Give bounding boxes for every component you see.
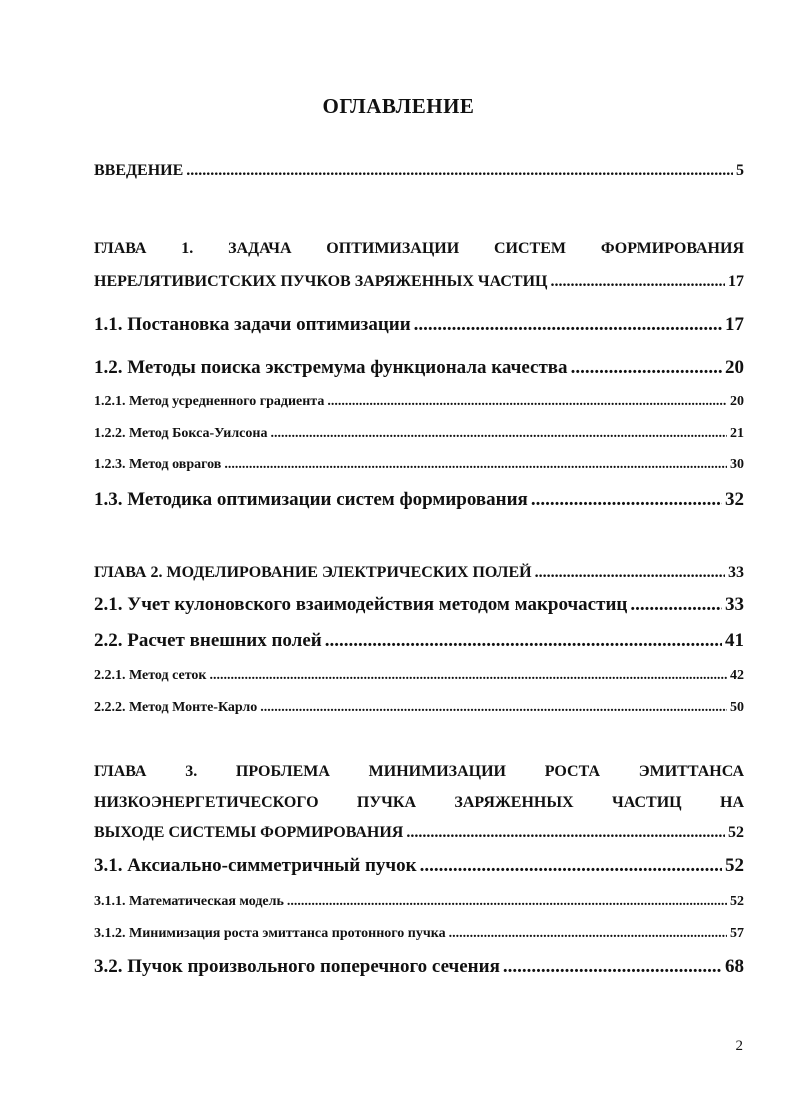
dot-leader — [327, 394, 727, 410]
toc-page: 52 — [728, 824, 744, 841]
toc-page: 32 — [725, 489, 744, 510]
chapter-1-heading-line1[interactable]: ГЛАВА 1. ЗАДАЧА ОПТИМИЗАЦИИ СИСТЕМ ФОРМИРОВАНИЯ — [94, 240, 744, 257]
toc-label: 1.3. Методика оптимизации систем формирования — [94, 489, 528, 510]
toc-label: ВВЕДЕНИЕ — [94, 162, 184, 179]
chapter-3-heading-line2[interactable]: НИЗКОЭНЕРГЕТИЧЕСКОГО ПУЧКА ЗАРЯЖЕННЫХ ЧАСТИЦ НА — [94, 794, 744, 811]
dot-leader — [209, 668, 727, 684]
toc-page: 50 — [730, 700, 744, 715]
toc-entry-1-1[interactable] — [94, 314, 744, 336]
toc-entry-1-3[interactable] — [94, 489, 744, 511]
toc-page: 42 — [730, 668, 744, 683]
toc-page: 33 — [725, 594, 744, 615]
toc-page: 52 — [725, 855, 744, 876]
toc-entry-2-2[interactable] — [94, 630, 744, 652]
toc-label: 2.2. Расчет внешних полей — [94, 630, 322, 651]
dot-leader — [287, 894, 727, 910]
dot-leader — [630, 594, 722, 616]
toc-page: 41 — [725, 630, 744, 651]
toc-page: 20 — [730, 394, 744, 409]
dot-leader — [449, 926, 727, 942]
dot-leader — [531, 489, 722, 511]
toc-label: ВЫХОДЕ СИСТЕМЫ ФОРМИРОВАНИЯ — [94, 824, 404, 841]
toc-label: 1.2.1. Метод усредненного градиента — [94, 394, 325, 409]
toc-label: 2.2.2. Метод Монте-Карло — [94, 700, 258, 715]
toc-page: 33 — [728, 564, 744, 581]
toc-entry-1-2-2[interactable] — [94, 426, 744, 442]
toc-label: 3.1.1. Математическая модель — [94, 894, 284, 909]
toc-label: 2.1. Учет кулоновского взаимодействия методом макрочастиц — [94, 594, 628, 615]
toc-page: 57 — [730, 926, 744, 941]
toc-label: 3.1. Аксиально-симметричный пучок — [94, 855, 417, 876]
toc-label: 1.2. Методы поиска экстремума функционала качества — [94, 357, 568, 378]
toc-label: ГЛАВА 2. МОДЕЛИРОВАНИЕ ЭЛЕКТРИЧЕСКИХ ПОЛЕЙ — [94, 564, 532, 581]
toc-label: 1.2.3. Метод оврагов — [94, 457, 222, 472]
dot-leader — [186, 162, 733, 180]
dot-leader — [420, 855, 722, 877]
toc-label: НЕРЕЛЯТИВИСТСКИХ ПУЧКОВ ЗАРЯЖЕННЫХ ЧАСТИЦ — [94, 273, 548, 290]
toc-label: 3.1.2. Минимизация роста эмиттанса протонного пучка — [94, 926, 446, 941]
page-title: ОГЛАВЛЕНИЕ — [322, 94, 475, 118]
toc-entry-3-1-1[interactable] — [94, 894, 744, 910]
toc-entry-chapter-2[interactable] — [94, 564, 744, 582]
toc-page: 30 — [730, 457, 744, 472]
toc-page: 21 — [730, 426, 744, 441]
toc-entry-2-2-2[interactable] — [94, 700, 744, 716]
toc-entry-1-2[interactable] — [94, 357, 744, 379]
toc-entry-chapter-3[interactable] — [94, 824, 744, 842]
toc-label: 1.2.2. Метод Бокса-Уилсона — [94, 426, 268, 441]
dot-leader — [224, 457, 727, 473]
toc-entry-3-1-2[interactable] — [94, 926, 744, 942]
dot-leader — [571, 357, 722, 379]
toc-entry-chapter-1[interactable] — [94, 273, 744, 291]
dot-leader — [535, 564, 725, 582]
toc-entry-2-2-1[interactable] — [94, 668, 744, 684]
toc-page: 20 — [725, 357, 744, 378]
toc-label: 2.2.1. Метод сеток — [94, 668, 207, 683]
toc-label: 1.1. Постановка задачи оптимизации — [94, 314, 411, 335]
dot-leader — [260, 700, 727, 716]
dot-leader — [503, 956, 722, 978]
dot-leader — [551, 273, 726, 291]
toc-entry-1-2-3[interactable] — [94, 457, 744, 473]
dot-leader — [406, 824, 725, 842]
toc-label: 3.2. Пучок произвольного поперечного сечения — [94, 956, 500, 977]
toc-page: 68 — [725, 956, 744, 977]
dot-leader — [325, 630, 722, 652]
dot-leader — [414, 314, 722, 336]
toc-page: 52 — [730, 894, 744, 909]
dot-leader — [270, 426, 727, 442]
toc-entry-2-1[interactable] — [94, 594, 744, 616]
toc-entry-3-1[interactable] — [94, 855, 744, 877]
toc-page: 17 — [728, 273, 744, 290]
chapter-3-heading-line1[interactable]: ГЛАВА 3. ПРОБЛЕМА МИНИМИЗАЦИИ РОСТА ЭМИТТАНСА — [94, 763, 744, 780]
toc-entry-1-2-1[interactable] — [94, 394, 744, 410]
page-number: 2 — [735, 1038, 743, 1054]
toc-entry-intro[interactable] — [94, 162, 744, 180]
toc-entry-3-2[interactable] — [94, 956, 744, 978]
toc-page: 5 — [736, 162, 744, 179]
toc-page: 17 — [725, 314, 744, 335]
